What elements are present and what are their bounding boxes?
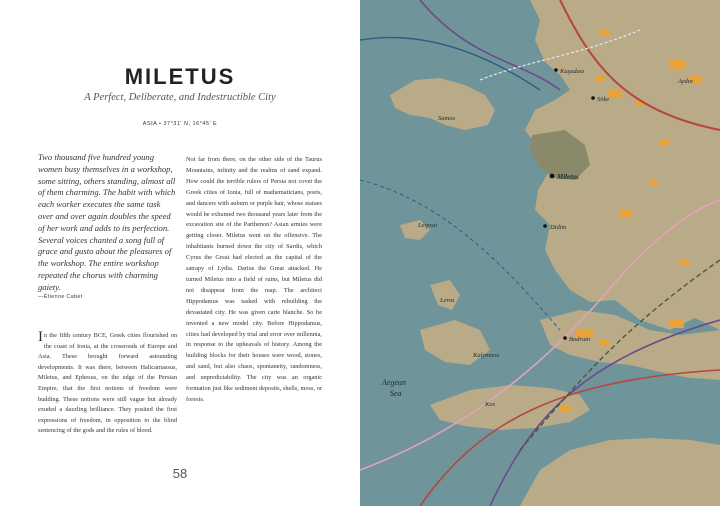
- body-text-column-1-content: n the fifth century BCE, Greek cities flourished on the coast of Ionia, at the crossroads of Europe and Asia. These brought forward astounding developments. It was there, between Halicarnassus, Miletus, and Ephesus, on the edge of the Persian Empire, that the first notions of freedom were budding. These notions were still vague but already exuded a dazzling brilliance. They posited the first expressions of freedom, in opposition to the blind sentencing of the gods and the rules of blood.: [38, 332, 177, 435]
- page-subtitle: A Perfect, Deliberate, and Indestructible City: [84, 92, 276, 103]
- label-kalymnos: Kalymnos: [473, 352, 499, 359]
- label-kusadasi: Kuşadası: [560, 68, 585, 75]
- body-text-column-1: [38, 331, 177, 437]
- map-page: [360, 0, 720, 506]
- label-samos: Samos: [438, 115, 455, 122]
- label-miletus: Miletus: [557, 173, 579, 181]
- didim-marker: [543, 224, 547, 228]
- epigraph-quote: Two thousand five hundred young women busy themselves in a workshop, some sitting, others standing, almost all of them charming. The habit with which each worker executes the same task over and over again doubles the speed of her work and adds to its perfection. Several voices chanted a song full of grace and gusto about the pleasures of the workshop. The entire workshop repeated the chorus with charming gaiety.: [38, 152, 176, 292]
- label-sea: Sea: [390, 389, 402, 398]
- body-text-column-2: Not far from there, on the other side of the Taurus Mountains, infinity and the realms of sand expand. How could the terrible rulers of Persia not covet the Greek cities of Ionia, full of mathematicians, poets, and dancers with auburn or purple hair, whose statues would be exhumed two thousand years later from the excavation site of the Parthenon? Asian armies were getting closer. Miletus went on the offensive. The inhabitants burned down the city of Sardis, which Cyrus the Great had elected as the capital of the satrapy of Lydia. Darius the Great attacked. He turned Miletus into a field of ruins, but Miletus did not disappear from the map. The architect Hippodamus was tasked with rebuilding the devastated city. He was given carte blanche. So he invented a new model city. Before Hippodamus, cities had developed by trial and error over millennia, in response to the upheavals of history. Among the building blocks for their houses were wood, stones, and sand, but also chaos, spontaneity, randomness, and unpredictability. The city was an organic formation just like sediment deposits, shells, moss, or forests.: [186, 156, 322, 403]
- label-leipsoi: Leipsoi: [418, 222, 438, 229]
- label-kos: Kos: [485, 401, 496, 408]
- epigraph-attribution: —Étienne Cabet: [38, 294, 83, 300]
- bodrum-marker: [563, 336, 567, 340]
- label-soke: Söke: [597, 96, 610, 103]
- page-number: 58: [172, 466, 188, 481]
- drop-cap: I: [38, 329, 43, 345]
- map-illustration: [360, 0, 720, 506]
- kusadasi-marker: [554, 68, 558, 72]
- label-didim: Didim: [550, 224, 567, 231]
- label-aydin: Aydın: [678, 78, 693, 85]
- label-aegean: Aegean: [382, 378, 406, 387]
- soke-marker: [591, 96, 595, 100]
- label-bodrum: Bodrum: [569, 336, 590, 343]
- miletus-marker: [550, 174, 555, 179]
- coordinates: ASIA • 37°31' N, 16°45' E: [142, 121, 218, 127]
- page-title: MILETUS: [124, 64, 236, 89]
- label-leros: Leros: [440, 297, 455, 304]
